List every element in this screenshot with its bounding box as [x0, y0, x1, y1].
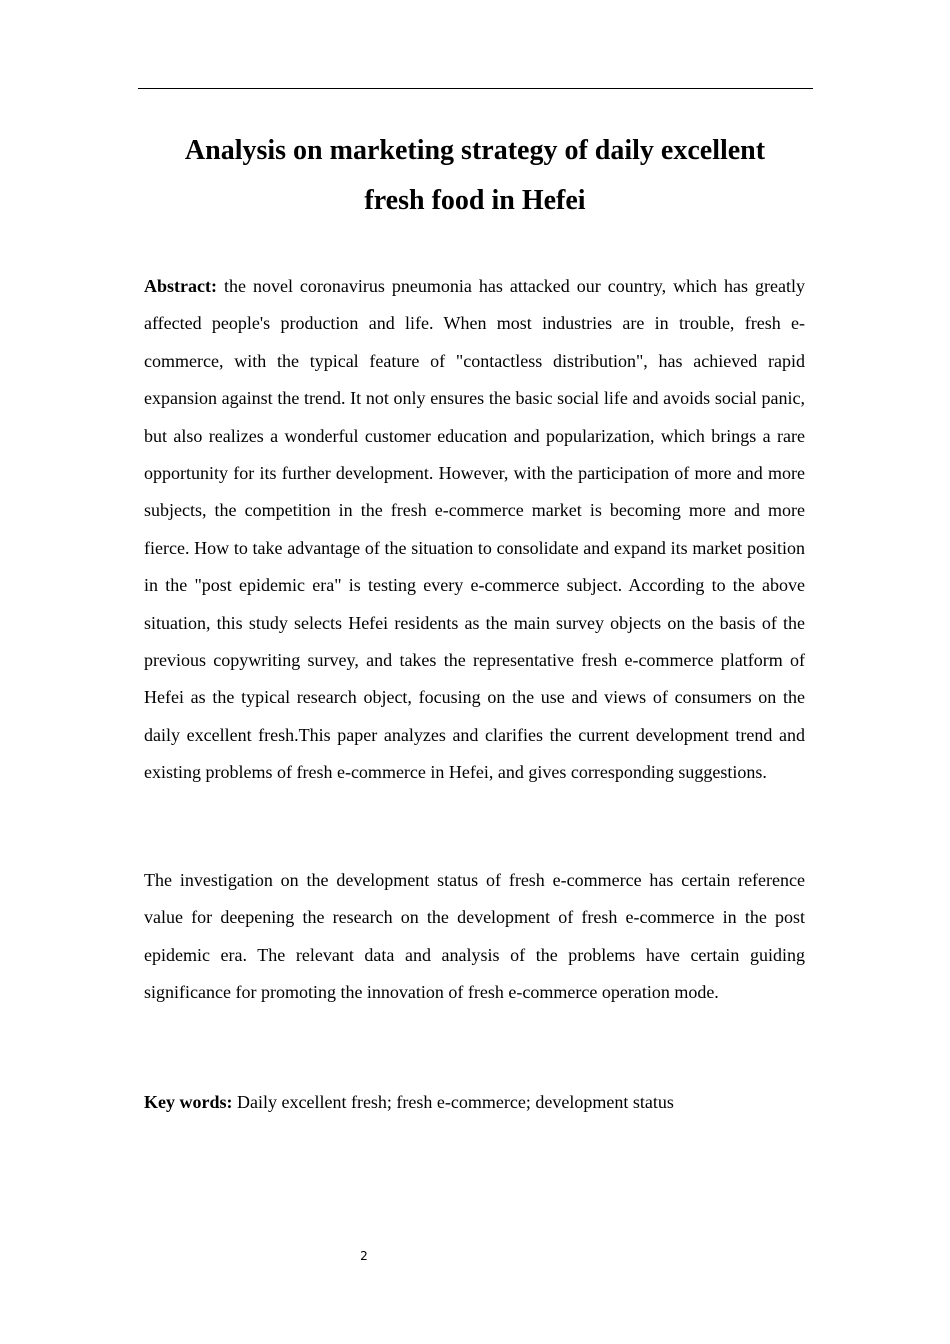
abstract-paragraph — [144, 268, 805, 792]
abstract-label: Abstract: — [144, 276, 217, 296]
keywords-label: Key words: — [144, 1092, 233, 1112]
abstract-text: the novel coronavirus pneumonia has attacked our country, which has greatly affected people's production and life. When most industries are in trouble, fresh e-commerce, with the typical feature of "contactless distribution", has achieved rapid expansion against the trend. It not only ensures the basic social life and avoids social panic, but also realizes a wonderful customer education and popularization, which brings a rare opportunity for its further development. However, with the participation of more and more subjects, the competition in the fresh e-commerce market is becoming more and more fierce. How to take advantage of the situation to consolidate and expand its market position in the "post epidemic era" is testing every e-commerce subject. According to the above situation, this study selects Hefei residents as the main survey objects on the basis of the previous copywriting survey, and takes the representative fresh e-commerce platform of Hefei as the typical research object, focusing on the use and views of consumers on the daily excellent fresh.This paper analyzes and clarifies the current development trend and existing problems of fresh e-commerce in Hefei, and gives corresponding suggestions. — [144, 276, 805, 783]
header-rule — [138, 88, 813, 89]
title-line-2: fresh food in Hefei — [364, 185, 586, 216]
keywords-text: Daily excellent fresh; fresh e-commerce; development status — [232, 1092, 674, 1112]
body-paragraph: The investigation on the development status of fresh e-commerce has certain reference value for deepening the research on the development of fresh e-commerce in the post epidemic era. The relevant data and analysis of the problems have certain guiding significance for promoting the innovation of fresh e-commerce operation mode. — [144, 870, 805, 1003]
page-number: 2 — [360, 1249, 368, 1263]
keywords-paragraph — [144, 1084, 805, 1121]
document-title — [140, 126, 810, 226]
title-line-1: Analysis on marketing strategy of daily excellent — [184, 135, 766, 166]
